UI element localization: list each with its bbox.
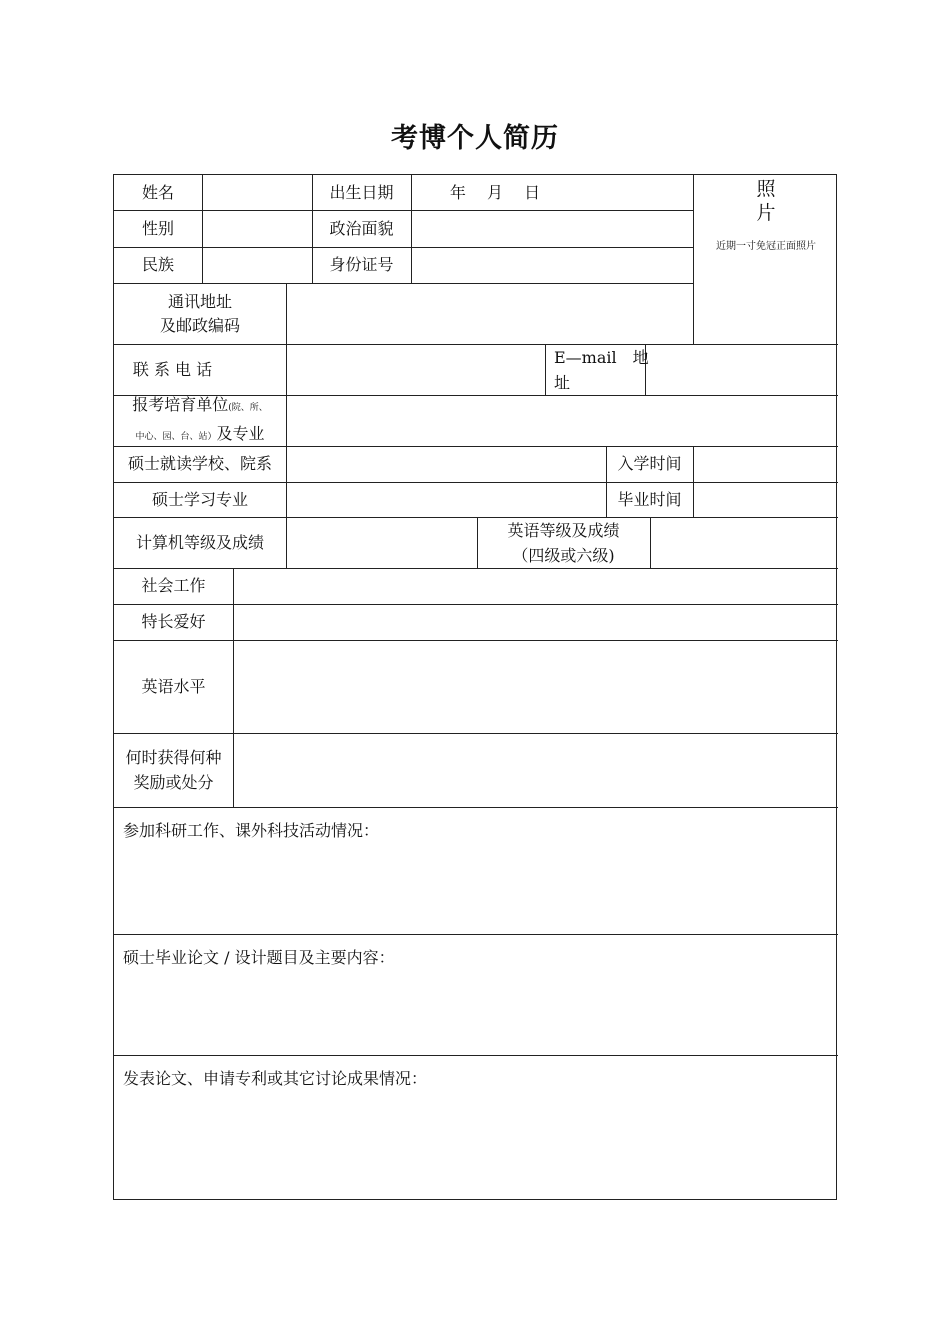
master-school-label: 硕士就读学校、院系: [127, 454, 272, 473]
gender-label: 性别: [141, 218, 174, 238]
master-major-label: 硕士学习专业: [151, 489, 248, 509]
apply-unit-field[interactable]: [287, 395, 838, 446]
thesis-section[interactable]: [114, 934, 838, 1055]
apply-unit-label: [114, 395, 286, 446]
english-level-label: [477, 517, 650, 568]
awards-field[interactable]: [234, 733, 838, 807]
id-number-field[interactable]: [412, 247, 693, 283]
social-work-label: 社会工作: [141, 576, 206, 595]
apply-unit-suffix: 及专业: [216, 423, 265, 443]
thesis-label: 硕士毕业论文 / 设计题目及主要内容：: [123, 948, 395, 967]
english-level-line1: 英语等级及成绩: [507, 521, 620, 540]
ethnicity-label: 民族: [141, 255, 174, 274]
english-level-field[interactable]: [651, 517, 838, 568]
birth-date-field[interactable]: 年 月 日: [449, 182, 541, 202]
enroll-time-field[interactable]: [694, 446, 838, 482]
english-level-line2: （四级或六级): [512, 546, 615, 565]
social-work-field[interactable]: [234, 568, 838, 604]
political-status-field[interactable]: [412, 210, 693, 247]
photo-label-line1: 照: [756, 178, 776, 200]
address-label-line2: 及邮政编码: [159, 315, 240, 335]
awards-label-line2: 奖励或处分: [133, 773, 214, 792]
photo-box[interactable]: [694, 175, 838, 344]
apply-unit-note2: 中心、园、台、站）: [135, 431, 217, 442]
email-label-line2: 址: [554, 372, 571, 392]
email-label: [545, 344, 649, 395]
id-number-label: 身份证号: [329, 255, 394, 274]
name-field[interactable]: [203, 175, 312, 210]
master-major-field[interactable]: [287, 482, 606, 517]
gender-field[interactable]: [203, 210, 312, 247]
research-label: 参加科研工作、课外科技活动情况：: [123, 821, 380, 840]
apply-unit-note1: (院、所、: [228, 402, 268, 413]
photo-label-line2: 片: [756, 202, 776, 224]
awards-label-line1: 何时获得何种: [125, 748, 222, 767]
english-ability-field[interactable]: [234, 640, 838, 733]
photo-note: 近期一寸免冠正面照片: [716, 241, 816, 252]
english-ability-label: 英语水平: [141, 676, 206, 696]
address-label-line1: 通讯地址: [167, 291, 232, 311]
email-field[interactable]: [646, 344, 838, 395]
graduate-time-field[interactable]: [694, 482, 838, 517]
name-label: 姓名: [141, 182, 174, 202]
political-status-label: 政治面貌: [329, 218, 394, 238]
hobbies-label: 特长爱好: [141, 612, 206, 631]
enroll-time-label: 入学时间: [617, 454, 682, 473]
phone-field[interactable]: [287, 344, 545, 395]
phone-label: 联 系 电 话: [132, 359, 213, 379]
graduate-time-label: 毕业时间: [617, 489, 682, 509]
ethnicity-field[interactable]: [203, 247, 312, 283]
email-label-line1: E—mail 地: [554, 347, 649, 367]
resume-form: [113, 174, 837, 1200]
publications-section[interactable]: [114, 1055, 838, 1200]
publications-label: 发表论文、申请专利或其它讨论成果情况：: [123, 1069, 428, 1088]
master-school-field[interactable]: [287, 446, 606, 482]
address-field[interactable]: [287, 283, 693, 344]
address-label: [114, 283, 286, 344]
awards-label: [114, 733, 233, 807]
computer-level-label: 计算机等级及成绩: [135, 532, 264, 552]
page-title: 考博个人简历: [391, 123, 559, 154]
computer-level-field[interactable]: [287, 517, 477, 568]
apply-unit-main: 报考培育单位: [132, 394, 229, 414]
birth-date-label: 出生日期: [329, 182, 394, 202]
hobbies-field[interactable]: [234, 604, 838, 640]
research-section[interactable]: [114, 807, 838, 934]
